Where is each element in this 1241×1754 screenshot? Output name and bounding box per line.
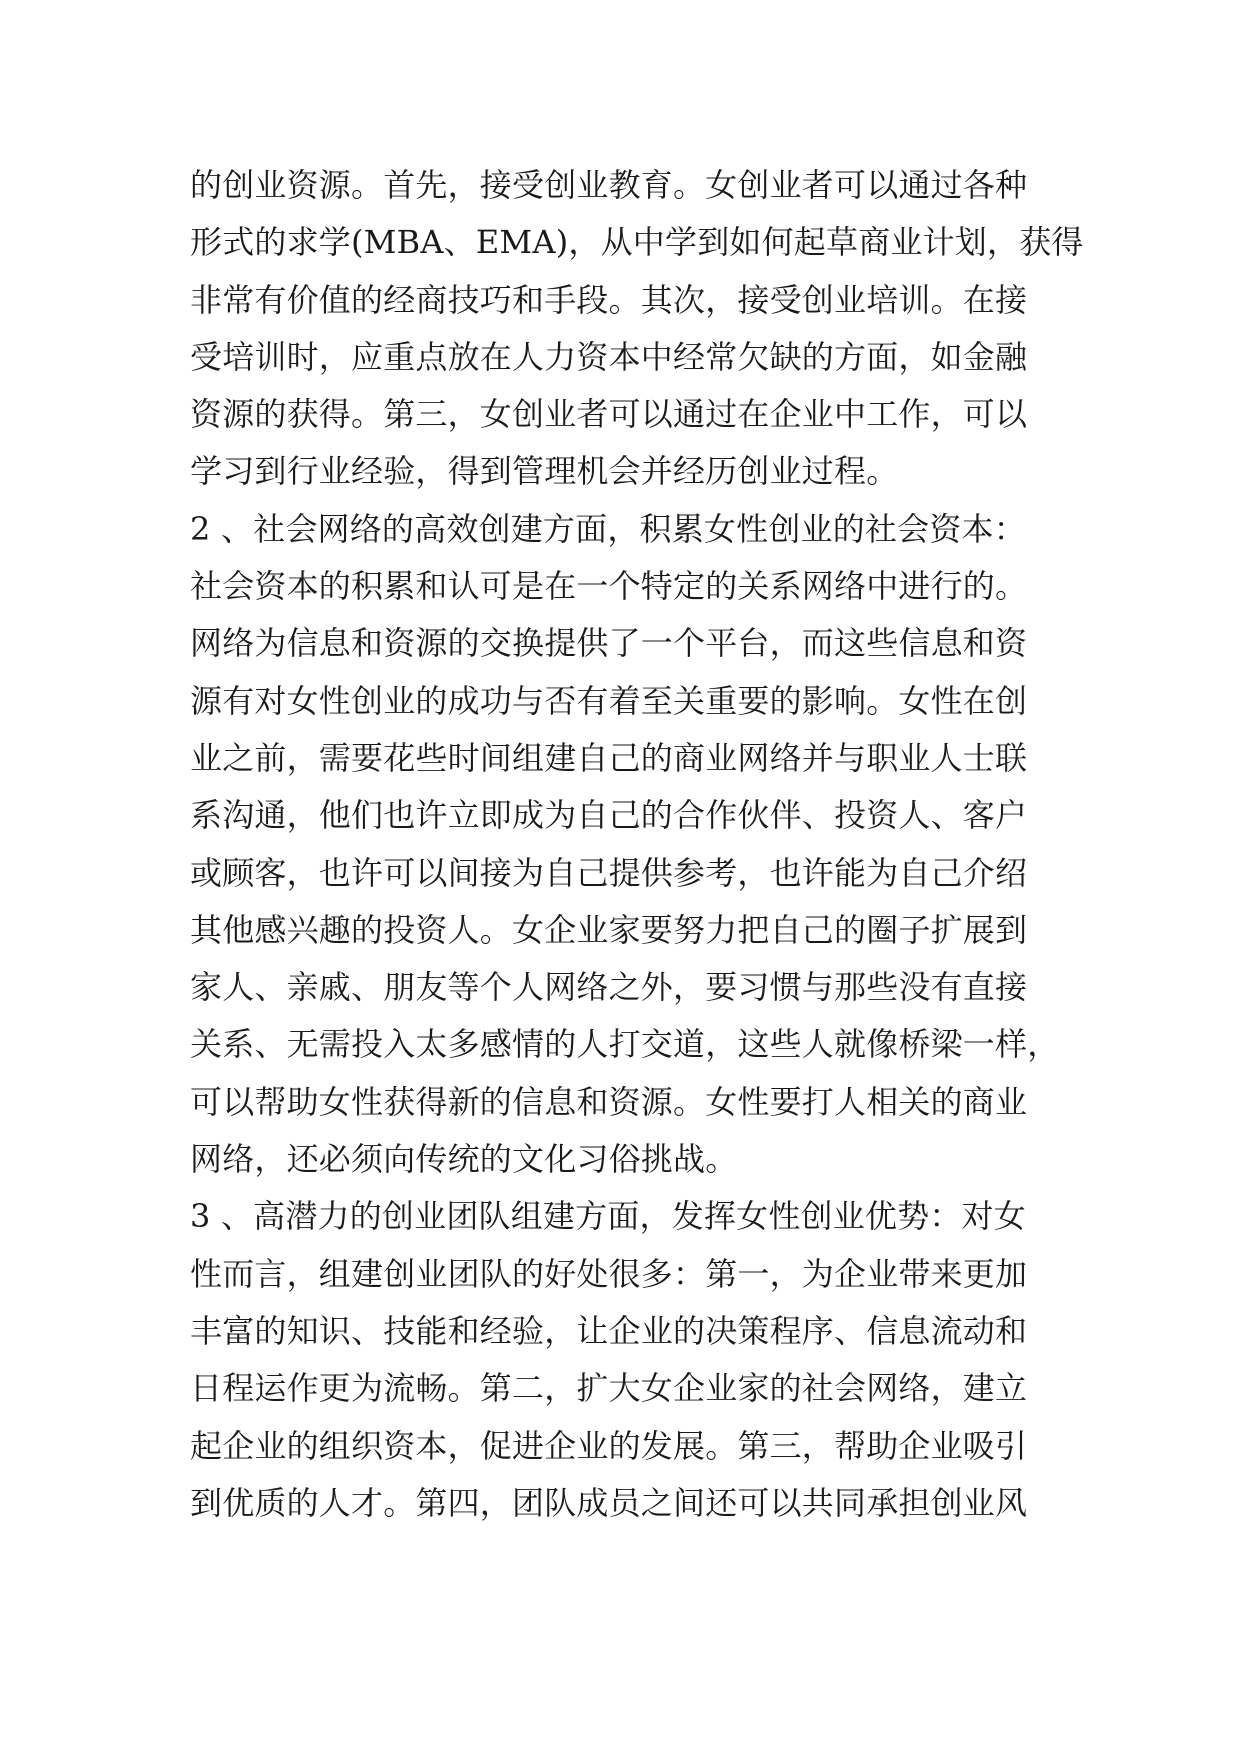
text-line: 非常有价值的经商技巧和手段。其次，接受创业培训。在接	[190, 280, 1028, 319]
section-heading-2: 2 、社会网络的高效创建方面，积累女性创业的社会资本：	[190, 509, 1026, 548]
text-line: 形式的求学(MBA、EMA)，从中学到如何起草商业计划，获得	[190, 223, 1084, 262]
text-line: 网络为信息和资源的交换提供了一个平台，而这些信息和资	[190, 624, 1028, 663]
text-line: 网络，还必须向传统的文化习俗挑战。	[190, 1140, 738, 1179]
text-line: 源有对女性创业的成功与否有着至关重要的影响。女性在创	[190, 681, 1028, 720]
text-line: 或顾客，也许可以间接为自己提供参考，也许能为自己介绍	[190, 853, 1028, 892]
section-heading-3: 3 、高潜力的创业团队组建方面，发挥女性创业优势：对女	[190, 1197, 1026, 1236]
text-line: 的创业资源。首先，接受创业教育。女创业者可以通过各种	[190, 166, 1028, 204]
text-line: 性而言，组建创业团队的好处很多：第一，为企业带来更加	[190, 1254, 1028, 1293]
text-line: 日程运作更为流畅。第二，扩大女企业家的社会网络，建立	[190, 1369, 1028, 1408]
text-line: 系沟通，他们也许立即成为自己的合作伙伴、投资人、客户	[190, 796, 1028, 835]
text-line: 学习到行业经验，得到管理机会并经历创业过程。	[190, 452, 899, 491]
text-line: 资源的获得。第三，女创业者可以通过在企业中工作，可以	[190, 395, 1028, 434]
text-line: 可以帮助女性获得新的信息和资源。女性要打人相关的商业	[190, 1082, 1028, 1121]
text-line: 丰富的知识、技能和经验，让企业的决策程序、信息流动和	[190, 1311, 1028, 1350]
text-line: 家人、亲戚、朋友等个人网络之外，要习惯与那些没有直接	[190, 968, 1028, 1007]
text-line: 受培训时，应重点放在人力资本中经常欠缺的方面，如金融	[190, 337, 1028, 376]
body-text	[190, 157, 1084, 1532]
text-line: 到优质的人才。第四，团队成员之间还可以共同承担创业风	[190, 1483, 1028, 1522]
text-line: 社会资本的积累和认可是在一个特定的关系网络中进行的。	[190, 567, 1028, 606]
text-line: 业之前，需要花些时间组建自己的商业网络并与职业人士联	[190, 738, 1028, 777]
text-line: 其他感兴趣的投资人。女企业家要努力把自己的圈子扩展到	[190, 910, 1028, 949]
text-line: 关系、无需投入太多感情的人打交道，这些人就像桥梁一样，	[190, 1025, 1060, 1064]
text-line: 起企业的组织资本，促进企业的发展。第三，帮助企业吸引	[190, 1426, 1028, 1465]
